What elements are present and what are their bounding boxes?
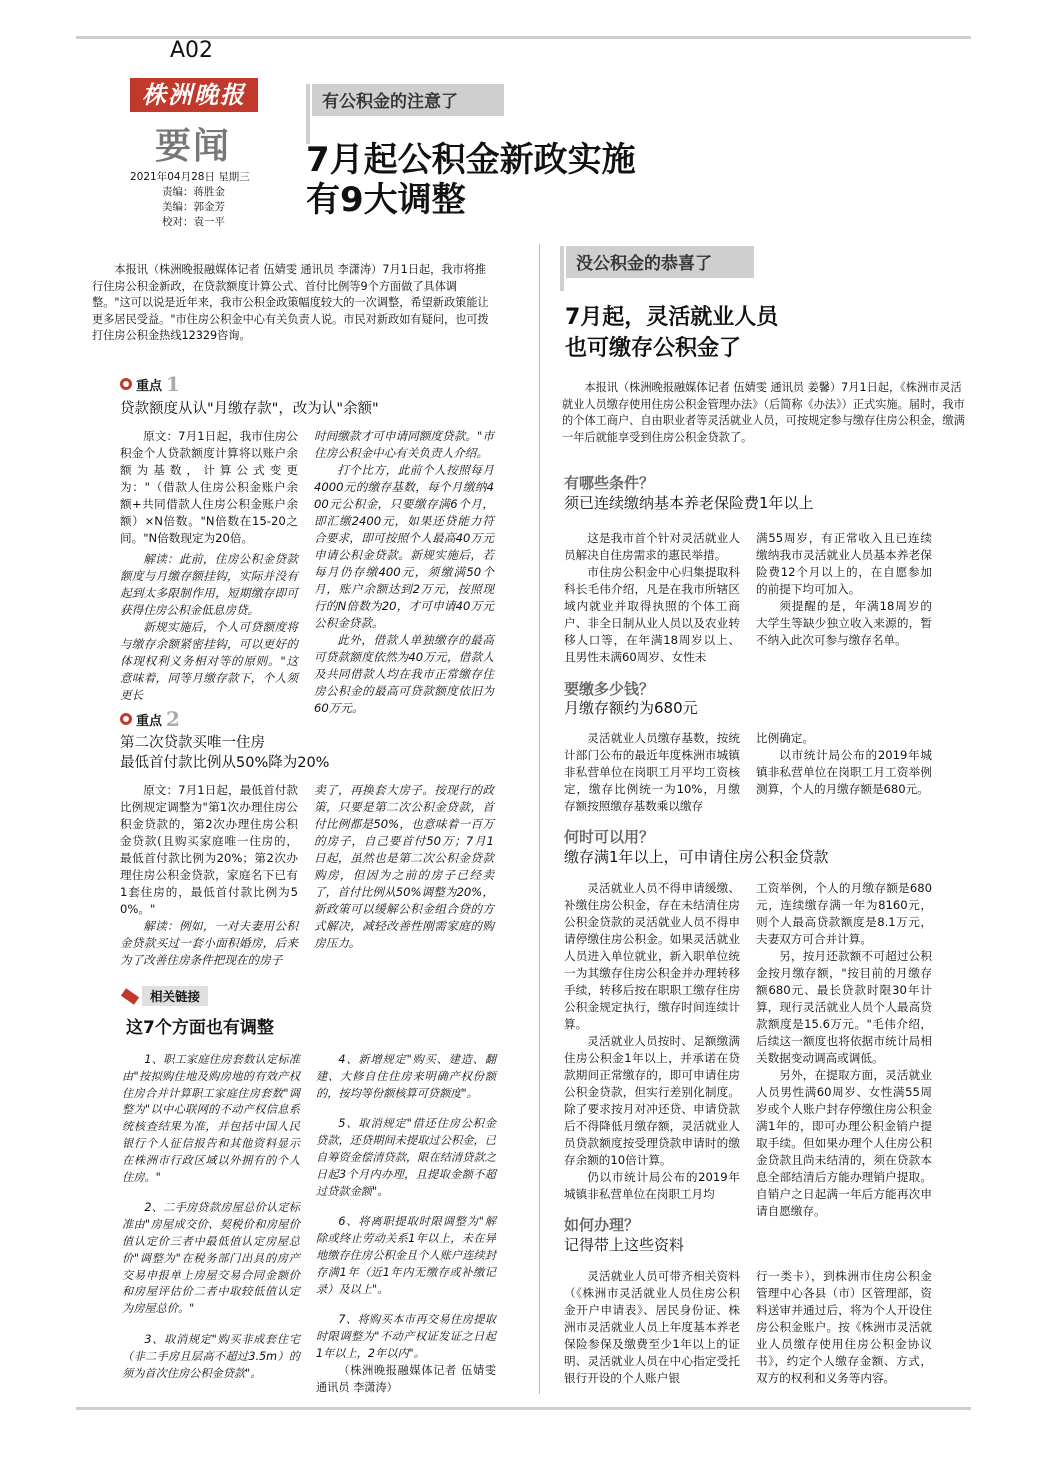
paragraph: 5、取消规定"借还住房公积金贷款，还贷期间未提取过公积金，已自筹资金偿清贷款，限在结清贷款之日起3个月内办理，且提取金额不超过贷款金额"。 xyxy=(316,1117,496,1198)
paragraph: 以市统计局公布的2019年城镇非私营单位在岗职工月工资举例测算，个人的月缴存额是680元。 xyxy=(756,748,932,796)
paragraph: 2、二手房贷款房屋总价认定标准由"房屋成交价、契税价和房屋价值认定价三者中最低值认定房屋总价"调整为"在税务部门出具的房产交易申报单上房屋交易合同金额价和房屋评估价二者中取较低值认定为房屋总价。" xyxy=(122,1201,300,1316)
paragraph: 这是我市首个针对灵活就业人员解决自住房需求的惠民举措。 xyxy=(564,531,740,562)
point2-number: 2 xyxy=(166,707,180,731)
point2-left-col xyxy=(120,782,298,969)
point1-right-col xyxy=(314,428,494,717)
paragraph: 解读：此前，住房公积金贷款额度与月缴存额挂钩，实际并没有起到太多限制作用，短期缴存即可获得住房公积金低息房贷。 xyxy=(120,552,298,617)
section4-right-col xyxy=(756,1268,932,1387)
issue-date: 2021年04月28日 星期三 xyxy=(130,171,250,183)
pencil-icon xyxy=(121,988,139,1005)
point1-left-col xyxy=(120,428,298,704)
point1-marker xyxy=(120,372,180,396)
article2-title xyxy=(565,302,778,364)
article1-lead: 本报讯（株洲晚报融媒体记者 伍婧雯 通讯员 李潇涛）7月1日起，我市将推行住房公积金新政，在贷款额度计算公式、首付比例等9个方面做了具体调整。"这可以说是近年来，我市公积金政策幅度较大的一次调整，希望新政策能让更多居民受益。"市住房公积金中心有关负责人说。市民对新政如有疑问，也可拨打住房公积金热线12329咨询。 xyxy=(92,263,489,343)
paragraph: 灵活就业人员不得申请缓缴、补缴住房公积金，存在未结清住房公积金贷款的灵活就业人员不得申请停缴住房公积金。如果灵活就业人员进入单位就业，新入职单位统一为其缴存住房公积金并办理转移手续，转移后按在职职工缴存住房公积金规定执行，缴存时间连续计算。 xyxy=(564,881,740,1031)
point2-right-col xyxy=(314,782,494,952)
point1-label: 重点 xyxy=(136,378,163,394)
article1-title xyxy=(306,140,636,220)
paragraph: 新规实施后，个人可贷额度将与缴存余额紧密挂钩，可以更好的体现权利义务相对等的原则。"这意味着，同等月缴存款下，个人须更长 xyxy=(120,620,298,702)
paragraph: 原文：7月1日起，最低首付款比例规定调整为"第1次办理住房公积金贷款的，第2次办理住房公积金贷款(且购买家庭唯一住房的，最低首付款比例为20%；第2次办理住房公积金贷款，家庭名下已有1套住房的，最低首付款比例为50%。" xyxy=(120,783,298,916)
paragraph: 原文：7月1日起，我市住房公积金个人贷款额度计算将以账户余额为基数，计算公式变更为："（借款人住房公积金账户余额+共同借款人住房公积金账户余额）×N倍数。"N倍数在15-20之间。"N倍数现定为20倍。 xyxy=(120,429,298,545)
paragraph: 7、将购买本市再交易住房提取时限调整为"不动产权证发证之日起1年以上，2年以内"。 xyxy=(316,1313,496,1360)
paragraph: 市住房公积金中心归集提取科科长毛伟介绍，凡是在我市所辖区域内就业并取得执照的个体工商户、非全日制从业人员以及农业转移人口等，在年满18周岁以上、且男性未满60周岁、女性未 xyxy=(564,565,740,664)
related-left-col xyxy=(122,1052,300,1382)
paragraph: 另，按月还款额不可超过公积金按月缴存额，"按目前的月缴存额680元、最长贷款时限30年计算，现行灵活就业人员个人最高贷款额度是15.6万元。"毛伟介绍，后续这一额度也将依据市统计局相关数据变动调高或调低。 xyxy=(756,949,932,1065)
masthead-logo: 株洲晚报 xyxy=(130,78,258,112)
related-tag-label: 相关链接 xyxy=(142,986,208,1006)
related-title: 这7个方面也有调整 xyxy=(126,1018,274,1038)
point2-marker xyxy=(120,707,180,731)
section2-left-col xyxy=(564,730,740,815)
section1-answer: 须已连续缴纳基本养老保险费1年以上 xyxy=(564,494,814,512)
column-divider xyxy=(539,244,540,1394)
paragraph: 灵活就业人员可带齐相关资料（《株洲市灵活就业人员住房公积金开户申请表》、居民身份证、株洲市灵活就业人员上年度基本养老保险参保及缴费至少1年以上的证明、灵活就业人员在中心指定受托银行开设的个人账户银 xyxy=(564,1269,740,1385)
paragraph: 灵活就业人员缴存基数，按统计部门公布的最近年度株洲市城镇非私营单位在岗职工月平均工资核定，缴存比例统一为10%，月缴存额按照缴存基数乘以缴存 xyxy=(564,731,740,813)
paragraph: 灵活就业人员按时、足额缴满住房公积金1年以上，并承诺在贷款期间正常缴存的，即可申请住房公积金贷款，但实行差别化制度。除了要求按月对冲还贷、申请贷款后不得降低月缴存额，灵活就业人员贷款额度按受理贷款申请时的缴存余额的10倍计算。 xyxy=(564,1034,740,1167)
article2-tab: 没公积金的恭喜了 xyxy=(566,246,754,278)
section2-answer: 月缴存额约为680元 xyxy=(564,699,698,717)
tab-bracket xyxy=(306,84,310,144)
related-right-col xyxy=(316,1052,496,1396)
paragraph: 比例确定。 xyxy=(756,731,814,745)
paragraph: 3、取消规定"购买非成套住宅（非二手房且层高不超过3.5m）的须为首次住房公积金贷款"。 xyxy=(122,1332,300,1380)
article1-title-line1: 7月起公积金新政实施 xyxy=(306,140,636,180)
section1-left-col xyxy=(564,530,740,666)
section-name: 要闻 xyxy=(155,125,232,167)
article2-lead: 本报讯（株洲晚报融媒体记者 伍婧雯 通讯员 姜馨）7月1日起，《株洲市灵活就业人员缴存使用住房公积金管理办法》（后简称《办法》）正式实施。届时，我市的个体工商户、自由职业者等灵活就业人员，可按规定参与缴存住房公积金，缴满一年后就能享受到住房公积金贷款了。 xyxy=(562,381,965,444)
article2-title-line1: 7月起，灵活就业人员 xyxy=(565,305,779,330)
tab-bracket xyxy=(560,246,564,291)
paragraph: 1、职工家庭住房套数认定标准由"按拟购住地及购房地的有效产权住房合并计算职工家庭住房套数"调整为"以中心联网的不动产权信息系统核查结果为准，并包括中国人民银行个人征信报告和其他资料显示在株洲市行政区域以外拥有的个人住房。" xyxy=(122,1053,300,1184)
point2-label: 重点 xyxy=(136,713,163,729)
paragraph: 此外，借款人单独缴存的最高可贷款额度依然为40万元，借款人及共同借款人均在我市正常缴存住房公积金的最高可贷款额度依旧为60万元。 xyxy=(314,633,494,715)
paragraph: 打个比方，此前个人按照每月4000元的缴存基数，每个月缴纳400元公积金，只要缴存满6个月，即汇缴2400元，如果还贷能力符合要求，即可按照个人最高40万元申请公积金贷款。新规实施后，若每月仍存缴400元，须缴满50个月，账户余额达到2万元，按照现行的N倍数为20，才可申请40万元公积金贷款。 xyxy=(314,463,494,630)
red-circle-icon xyxy=(120,378,132,390)
section1-question: 有哪些条件？ xyxy=(564,474,655,492)
section4-left-col xyxy=(564,1268,740,1387)
paragraph: 时间缴款才可申请同额度贷款。"市住房公积金中心有关负责人介绍。 xyxy=(314,429,494,460)
section3-answer: 缴存满1年以上，可申请住房公积金贷款 xyxy=(564,848,829,866)
point1-number: 1 xyxy=(166,372,180,396)
paragraph: 须提醒的是，年满18周岁的大学生等缺少独立收入来源的，暂不纳入此次可参与缴存名单。 xyxy=(756,599,932,647)
proofreader: 校对：袁一平 xyxy=(162,216,225,228)
article1-title-line2: 有9大调整 xyxy=(306,180,466,220)
paragraph: 卖了，再换套大房子。按现行的政策，只要是第二次公积金贷款，首付比例都是50%，也意味着一百万的房子，自己要首付50万；7月1日起，虽然也是第二次公积金贷款购房，但因为之前的房子已经卖了，首付比例从50%调整为20%，新政策可以缓解公积金组合贷的方式解决，减轻改善性刚需家庭的购房压力。 xyxy=(314,783,494,950)
point2-headline-line1: 第二次贷款买唯一住房 xyxy=(120,735,265,751)
editor: 责编：蒋胜金 xyxy=(162,186,225,198)
bottom-rule xyxy=(76,1407,971,1410)
paragraph: 满55周岁，有正常收入且已连续缴纳我市灵活就业人员基本养老保险费12个月以上的，在自愿参加的前提下均可加入。 xyxy=(756,531,932,596)
section2-question: 要缴多少钱？ xyxy=(564,680,655,698)
section3-left-col xyxy=(564,880,740,1203)
paragraph: 4、新增规定"购买、建造、翻建、大修自住住房来明确产权份额的，按均等份额核算可贷额度"。 xyxy=(316,1053,496,1100)
related-tag xyxy=(122,986,208,1006)
point1-headline: 贷款额度从认"月缴存款"，改为认"余额" xyxy=(120,401,379,417)
paragraph: 工资举例，个人的月缴存额是680元，连续缴存满一年为8160元，则个人最高贷款额度是8.1万元，夫妻双方可合并计算。 xyxy=(756,881,932,946)
paragraph: 另外，在提取方面，灵活就业人员男性满60周岁、女性满55周岁或个人账户封存停缴住房公积金满1年的，即可办理公积金销户提取手续。但如果办理个人住房公积金贷款且尚未结清的，须在贷款本息全部结清后方能办理销户提取。自销户之日起满一年后方能再次申请自愿缴存。 xyxy=(756,1068,932,1218)
section4-answer: 记得带上这些资料 xyxy=(564,1236,685,1254)
paragraph: 仍以市统计局公布的2019年城镇非私营单位在岗职工月均 xyxy=(564,1170,740,1201)
point2-headline xyxy=(120,733,329,773)
article2-title-line2: 也可缴存公积金了 xyxy=(565,336,742,361)
article1-tab: 有公积金的注意了 xyxy=(312,84,504,116)
designer: 美编：郭金芳 xyxy=(162,201,225,213)
paragraph: 解读：例如，一对夫妻用公积金贷款买过一套小面积婚房，后来为了改善住房条件把现在的房子 xyxy=(120,919,298,967)
related-credit: （株洲晚报融媒体记者 伍婧雯 通讯员 李潇涛） xyxy=(316,1363,496,1394)
section2-right-col xyxy=(756,730,932,798)
paragraph: 6、将离职提取时限调整为"解除或终止劳动关系1年以上，未在异地缴存住房公积金且个人账户连续封存满1年（近1年内无缴存或补缴记录）及以上"。 xyxy=(316,1215,496,1296)
masthead-meta xyxy=(130,170,250,230)
paragraph: 行一类卡），到株洲市住房公积金管理中心各县（市）区管理部，资料送审并通过后，将为个人开设住房公积金账户。按《株洲市灵活就业人员缴存使用住房公积金协议书》，约定个人缴存金额、方式，双方的权利和义务等内容。 xyxy=(756,1269,932,1385)
section4-question: 如何办理？ xyxy=(564,1216,640,1234)
section3-right-col xyxy=(756,880,932,1220)
red-circle-icon xyxy=(120,713,132,725)
section3-question: 何时可以用？ xyxy=(564,828,655,846)
point2-headline-line2: 最低首付款比例从50%降为20% xyxy=(120,755,330,771)
section1-right-col xyxy=(756,530,932,649)
page-code: A02 xyxy=(170,38,214,63)
